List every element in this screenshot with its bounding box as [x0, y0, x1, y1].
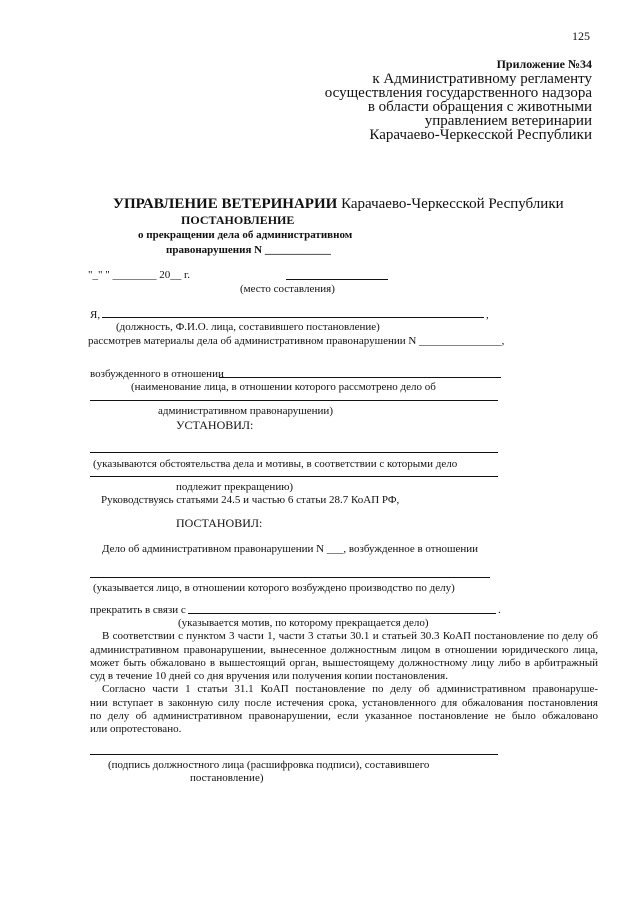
circumstances-line-2 — [90, 476, 498, 477]
appendix-line: в области обращения с животными — [367, 99, 592, 115]
document-title: ПОСТАНОВЛЕНИЕ — [181, 213, 295, 227]
initiated-line — [219, 377, 501, 378]
appendix-title: Приложение №34 — [496, 57, 592, 71]
paragraph-line: по делу об административном правонарушении, если указанное постановление не было обжаловано — [90, 710, 598, 722]
decreed-heading: ПОСТАНОВИЛ: — [176, 516, 263, 530]
motive-hint: (указывается мотив, по которому прекращается дело) — [178, 617, 429, 629]
date-field: "_" " ________ 20__ г. — [88, 269, 190, 281]
signature-hint-2: постановление) — [190, 772, 264, 784]
appendix-line: Карачаево-Черкесской Республики — [369, 127, 592, 143]
signature-line — [90, 754, 498, 755]
reviewed-line: рассмотрев материалы дела об административном правонарушении N _______________, — [88, 335, 505, 347]
document-subtitle: о прекращении дела об административном — [138, 229, 353, 241]
person-hint: (указывается лицо, в отношении которого возбуждено производство по делу) — [93, 582, 455, 594]
initiated-line-2 — [90, 400, 498, 401]
organization-heading — [113, 196, 564, 213]
organization-name-rest: Карачаево-Черкесской Республики — [341, 196, 564, 212]
paragraph-line: Согласно части 1 статьи 31.1 КоАП постановление по делу об административном правонаруше- — [102, 683, 598, 695]
place-hint: (место составления) — [240, 283, 335, 295]
appendix-line: к Административному регламенту — [372, 71, 592, 87]
page-number: 125 — [572, 29, 590, 43]
person-line — [90, 577, 490, 578]
guided-line: Руководствуясь статьями 24.5 и частью 6 статьи 28.7 КоАП РФ, — [101, 494, 400, 506]
established-heading: УСТАНОВИЛ: — [176, 418, 254, 432]
initiated-label: возбужденного в отношении — [90, 368, 224, 380]
signature-hint: (подпись должностного лица (расшифровка подписи), составившего — [108, 759, 430, 771]
terminate-prefix: прекратить в связи с — [90, 604, 186, 616]
paragraph-line: нии вступает в законную силу после истечения срока, установленного для обжалования постановления — [90, 697, 598, 709]
paragraph-line: административном правонарушении, вынесенное должностным лицом в отношении юридического лица, — [90, 644, 598, 656]
circumstances-hint: (указываются обстоятельства дела и мотивы, в соответствии с которыми дело — [93, 458, 458, 470]
paragraph-line: или опротестовано. — [90, 723, 182, 735]
appendix-line: управлением ветеринарии — [424, 113, 592, 129]
ya-comma: , — [486, 309, 489, 321]
termination-hint: подлежит прекращению) — [176, 481, 294, 493]
terminate-dot: . — [498, 604, 501, 616]
appendix-line: осуществления государственного надзора — [324, 85, 592, 101]
circumstances-line — [90, 452, 498, 453]
paragraph-line: может быть обжаловано в вышестоящий орган, вышестоящему должностному лицу либо в арбитражный — [90, 657, 598, 669]
paragraph-line: В соответствии с пунктом 3 части 1, части 3 статьи 30.1 и статьей 30.3 КоАП постановление по делу об — [102, 630, 598, 642]
terminate-line — [188, 613, 496, 614]
organization-name-bold: УПРАВЛЕНИЕ ВЕТЕРИНАРИИ — [113, 196, 338, 212]
ya-prefix: Я, — [90, 309, 101, 321]
initiated-hint-2: административном правонарушении) — [158, 405, 333, 417]
paragraph-line: суд в течение 10 дней со дня вручения или получения копии постановления. — [90, 670, 448, 682]
ya-hint: (должность, Ф.И.О. лица, составившего постановление) — [116, 321, 380, 333]
case-line: Дело об административном правонарушении N ___, возбужденное в отношении — [102, 543, 478, 555]
initiated-hint: (наименование лица, в отношении которого рассмотрено дело об — [131, 381, 436, 393]
violation-number-line: правонарушения N ____________ — [166, 244, 331, 256]
ya-line — [102, 317, 484, 318]
place-line — [286, 279, 388, 280]
